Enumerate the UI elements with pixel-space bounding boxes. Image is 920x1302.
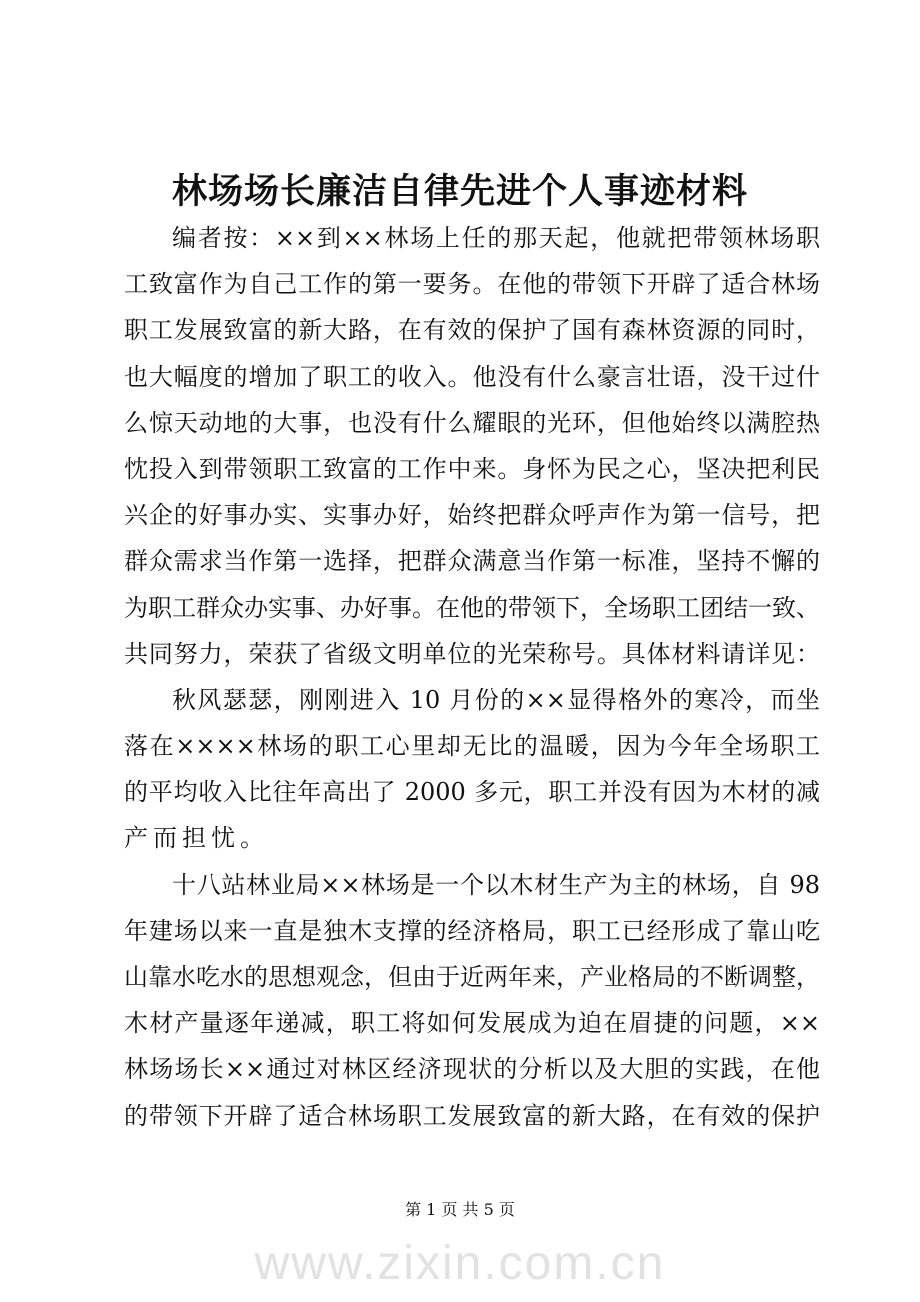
text-line: 十八站林业局××林场是一个以木材生产为主的林场，自 98 — [172, 870, 820, 899]
text-line: 落在××××林场的职工心里却无比的温暖，因为今年全场职工 — [124, 732, 820, 761]
paragraph — [124, 218, 820, 680]
text-line: 的平均收入比往年高出了 2000 多元，职工并没有因为木材的减 — [124, 778, 820, 807]
text-line: 的带领下开辟了适合林场职工发展致富的新大路，在有效的保护 — [124, 1101, 820, 1130]
text-line: 忱投入到带领职工致富的工作中来。身怀为民之心，坚决把利民 — [124, 454, 820, 483]
text-line: 工致富作为自己工作的第一要务。在他的带领下开辟了适合林场 — [124, 270, 820, 299]
text-line: 也大幅度的增加了职工的收入。他没有什么豪言壮语，没干过什 — [124, 362, 820, 391]
text-line: 产而担忧。 — [124, 824, 269, 853]
paragraph — [124, 865, 820, 1142]
text-line: 木材产量逐年递减，职工将如何发展成为迫在眉捷的问题，×× — [124, 1009, 820, 1038]
text-line: 编者按：××到××林场上任的那天起，他就把带领林场职 — [172, 224, 820, 252]
text-line: 秋风瑟瑟，刚刚进入 10 月份的××显得格外的寒冷，而坐 — [172, 685, 820, 714]
page-footer: 第 1 页 共 5 页 — [405, 1200, 515, 1219]
text-line: 林场场长××通过对林区经济现状的分析以及大胆的实践，在他 — [124, 1055, 820, 1084]
text-line: 职工发展致富的新大路，在有效的保护了国有森林资源的同时， — [124, 316, 820, 345]
text-line: 群众需求当作第一选择，把群众满意当作第一标准，坚持不懈的 — [124, 547, 820, 576]
text-line: 共同努力，荣获了省级文明单位的光荣称号。具体材料请详见： — [124, 639, 820, 668]
text-line: 年建场以来一直是独木支撑的经济格局，职工已经形成了靠山吃 — [124, 916, 820, 945]
text-line: 兴企的好事办实、实事办好，始终把群众呼声作为第一信号，把 — [124, 501, 820, 530]
text-line: 么惊天动地的大事，也没有什么耀眼的光环，但他始终以满腔热 — [124, 408, 820, 437]
text-line: 为职工群众办实事、办好事。在他的带领下，全场职工团结一致、 — [124, 593, 820, 622]
text-line: 山靠水吃水的思想观念，但由于近两年来，产业格局的不断调整， — [124, 963, 820, 991]
document-body — [124, 218, 820, 1142]
document-title: 林场场长廉洁自律先进个人事迹材料 — [171, 172, 748, 212]
watermark: www.zixin.com.cn — [254, 1237, 666, 1290]
paragraph — [124, 680, 820, 865]
